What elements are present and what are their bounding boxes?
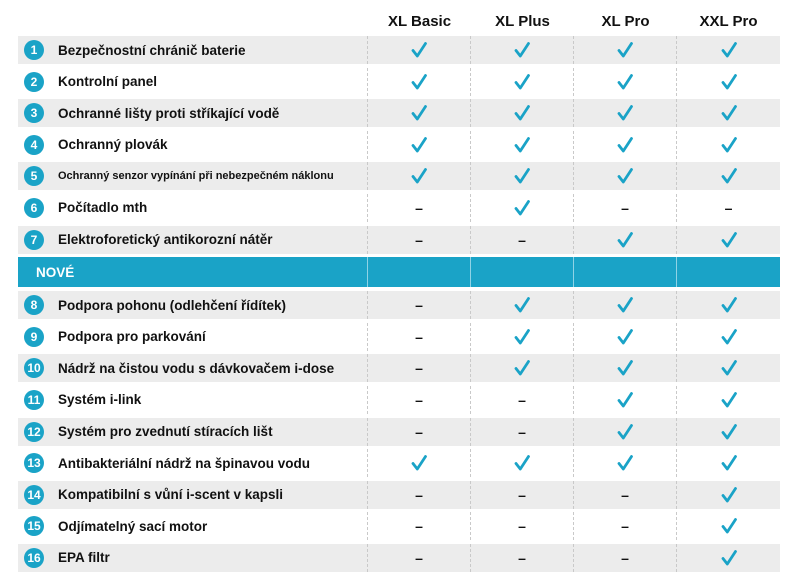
value-cell [471, 291, 574, 319]
not-available-dash: – [621, 199, 629, 216]
checkmark-icon [514, 297, 530, 313]
value-cell [574, 418, 677, 446]
value-cell [574, 354, 677, 382]
feature-label: Podpora pro parkování [58, 329, 206, 345]
value-cell [471, 194, 574, 222]
value-cell [677, 68, 780, 96]
checkmark-icon [617, 137, 633, 153]
checkmark-icon [514, 74, 530, 90]
value-cell [368, 99, 471, 127]
feature-label-cell [18, 162, 368, 190]
checkmark-icon [411, 455, 427, 471]
feature-label-cell [18, 386, 368, 414]
checkmark-icon [514, 105, 530, 121]
feature-label-cell [18, 418, 368, 446]
table-row [18, 481, 780, 509]
table-row [18, 131, 780, 159]
feature-label-cell [18, 68, 368, 96]
value-cell [368, 354, 471, 382]
value-cell [471, 481, 574, 509]
not-available-dash: – [415, 486, 423, 503]
checkmark-icon [411, 137, 427, 153]
checkmark-icon [617, 42, 633, 58]
value-cell [368, 323, 471, 351]
feature-label: Ochranné lišty proti stříkající vodě [58, 105, 280, 121]
value-cell [368, 131, 471, 159]
table-row [18, 323, 780, 351]
table-row [18, 162, 780, 190]
table-row [18, 99, 780, 127]
checkmark-icon [617, 168, 633, 184]
not-available-dash: – [415, 231, 423, 248]
value-cell [677, 131, 780, 159]
value-cell [574, 68, 677, 96]
checkmark-icon [514, 200, 530, 216]
checkmark-icon [514, 329, 530, 345]
section-cell [677, 257, 780, 287]
checkmark-icon [721, 168, 737, 184]
value-cell [677, 512, 780, 540]
value-cell [368, 291, 471, 319]
column-header: XL Basic [387, 12, 452, 30]
not-available-dash: – [415, 518, 423, 535]
value-cell [368, 449, 471, 477]
checkmark-icon [721, 137, 737, 153]
section-cell [368, 257, 471, 287]
checkmark-icon [411, 168, 427, 184]
checkmark-icon [617, 329, 633, 345]
checkmark-icon [617, 105, 633, 121]
feature-label: Ochranný plovák [58, 137, 168, 153]
value-cell [574, 449, 677, 477]
checkmark-icon [411, 42, 427, 58]
feature-label-cell [18, 323, 368, 351]
row-number-badge: 11 [24, 390, 44, 410]
checkmark-icon [721, 105, 737, 121]
value-cell [368, 481, 471, 509]
not-available-dash: – [415, 297, 423, 314]
checkmark-icon [721, 42, 737, 58]
row-number-badge: 6 [24, 198, 44, 218]
comparison-table [18, 6, 780, 576]
value-cell [574, 194, 677, 222]
not-available-dash: – [415, 199, 423, 216]
value-cell [677, 162, 780, 190]
row-number-badge: 13 [24, 453, 44, 473]
feature-label: Bezpečnostní chránič baterie [58, 42, 246, 58]
feature-label: Odjímatelný sací motor [58, 518, 208, 534]
not-available-dash: – [415, 549, 423, 566]
row-number-badge: 8 [24, 295, 44, 315]
feature-label: Systém pro zvednutí stíracích lišt [58, 424, 273, 440]
value-cell [677, 291, 780, 319]
feature-label-cell [18, 99, 368, 127]
value-cell [574, 131, 677, 159]
checkmark-icon [721, 424, 737, 440]
value-cell [677, 386, 780, 414]
feature-label-cell [18, 194, 368, 222]
feature-label: Nádrž na čistou vodu s dávkovačem i-dose [58, 360, 335, 376]
section-label-cell [18, 257, 368, 287]
checkmark-icon [617, 455, 633, 471]
value-cell [574, 323, 677, 351]
column-header: XL Pro [601, 12, 650, 30]
row-number-badge: 10 [24, 358, 44, 378]
checkmark-icon [617, 297, 633, 313]
checkmark-icon [721, 360, 737, 376]
value-cell [471, 162, 574, 190]
not-available-dash: – [415, 328, 423, 345]
not-available-dash: – [518, 423, 526, 440]
value-cell [677, 354, 780, 382]
row-number-badge: 1 [24, 40, 44, 60]
feature-rows-new [18, 291, 780, 572]
row-number-badge: 5 [24, 166, 44, 186]
feature-label: Kompatibilní s vůní i-scent v kapsli [58, 487, 284, 503]
table-row [18, 418, 780, 446]
checkmark-icon [617, 232, 633, 248]
feature-label: Kontrolní panel [58, 74, 157, 90]
checkmark-icon [514, 137, 530, 153]
feature-label: Ochranný senzor vypínání při nebezpečném náklonu [58, 170, 334, 183]
checkmark-icon [617, 392, 633, 408]
row-number-badge: 4 [24, 135, 44, 155]
value-cell [574, 544, 677, 572]
feature-label: Počítadlo mth [58, 200, 148, 216]
value-cell [574, 226, 677, 254]
value-cell [368, 194, 471, 222]
feature-label-cell [18, 354, 368, 382]
value-cell [368, 544, 471, 572]
table-row [18, 449, 780, 477]
feature-label-cell [18, 36, 368, 64]
not-available-dash: – [621, 518, 629, 535]
feature-label-cell [18, 226, 368, 254]
checkmark-icon [721, 455, 737, 471]
section-cell [471, 257, 574, 287]
table-row [18, 226, 780, 254]
value-cell [677, 36, 780, 64]
not-available-dash: – [518, 231, 526, 248]
checkmark-icon [721, 297, 737, 313]
feature-label-cell [18, 512, 368, 540]
checkmark-icon [721, 518, 737, 534]
row-number-badge: 7 [24, 230, 44, 250]
feature-label-cell [18, 131, 368, 159]
value-cell [471, 544, 574, 572]
value-cell [677, 544, 780, 572]
section-cell [574, 257, 677, 287]
value-cell [471, 386, 574, 414]
row-number-badge: 9 [24, 327, 44, 347]
value-cell [471, 512, 574, 540]
feature-label: Podpora pohonu (odlehčení řídítek) [58, 297, 286, 313]
value-cell [368, 36, 471, 64]
not-available-dash: – [518, 549, 526, 566]
value-cell [574, 512, 677, 540]
column-header: XL Plus [495, 12, 550, 30]
not-available-dash: – [621, 549, 629, 566]
not-available-dash: – [415, 391, 423, 408]
table-row [18, 194, 780, 222]
not-available-dash: – [415, 360, 423, 377]
value-cell [368, 512, 471, 540]
feature-label-cell [18, 449, 368, 477]
feature-label-cell [18, 291, 368, 319]
row-number-badge: 3 [24, 103, 44, 123]
value-cell [677, 323, 780, 351]
checkmark-icon [514, 455, 530, 471]
column-header: XXL Pro [699, 12, 758, 30]
row-number-badge: 12 [24, 422, 44, 442]
feature-label: Antibakteriální nádrž na špinavou vodu [58, 455, 311, 471]
not-available-dash: – [518, 486, 526, 503]
checkmark-icon [721, 392, 737, 408]
table-row [18, 36, 780, 64]
row-number-badge: 14 [24, 485, 44, 505]
value-cell [574, 99, 677, 127]
value-cell [368, 386, 471, 414]
value-cell [574, 36, 677, 64]
feature-label: Systém i-link [58, 392, 142, 408]
value-cell [677, 194, 780, 222]
table-row [18, 512, 780, 540]
value-cell [574, 162, 677, 190]
value-cell [471, 418, 574, 446]
checkmark-icon [514, 42, 530, 58]
not-available-dash: – [724, 199, 733, 216]
value-cell [368, 226, 471, 254]
feature-label: Elektroforetický antikorozní nátěr [58, 232, 273, 248]
checkmark-icon [721, 74, 737, 90]
value-cell [368, 418, 471, 446]
checkmark-icon [721, 550, 737, 566]
value-cell [677, 449, 780, 477]
value-cell [368, 68, 471, 96]
checkmark-icon [617, 424, 633, 440]
value-cell [574, 291, 677, 319]
checkmark-icon [721, 329, 737, 345]
row-number-badge: 16 [24, 548, 44, 568]
feature-label-cell [18, 544, 368, 572]
value-cell [574, 386, 677, 414]
checkmark-icon [721, 232, 737, 248]
value-cell [471, 354, 574, 382]
value-cell [677, 481, 780, 509]
checkmark-icon [411, 105, 427, 121]
value-cell [677, 418, 780, 446]
not-available-dash: – [415, 423, 423, 440]
value-cell [471, 131, 574, 159]
feature-label: EPA filtr [58, 550, 110, 566]
row-number-badge: 2 [24, 72, 44, 92]
feature-label-cell [18, 481, 368, 509]
value-cell [471, 99, 574, 127]
value-cell [471, 226, 574, 254]
checkmark-icon [514, 360, 530, 376]
value-cell [677, 99, 780, 127]
table-row [18, 291, 780, 319]
table-row [18, 544, 780, 572]
not-available-dash: – [621, 486, 629, 503]
table-row [18, 68, 780, 96]
not-available-dash: – [518, 518, 526, 535]
value-cell [471, 449, 574, 477]
feature-rows-standard [18, 36, 780, 254]
section-row-new [18, 257, 780, 287]
checkmark-icon [411, 74, 427, 90]
checkmark-icon [617, 360, 633, 376]
header-row [18, 6, 780, 36]
not-available-dash: – [518, 391, 526, 408]
value-cell [471, 68, 574, 96]
checkmark-icon [721, 487, 737, 503]
checkmark-icon [514, 168, 530, 184]
table-row [18, 354, 780, 382]
value-cell [368, 162, 471, 190]
table-row [18, 386, 780, 414]
value-cell [471, 36, 574, 64]
section-label: NOVÉ [36, 264, 75, 280]
value-cell [574, 481, 677, 509]
value-cell [677, 226, 780, 254]
value-cell [471, 323, 574, 351]
checkmark-icon [617, 74, 633, 90]
row-number-badge: 15 [24, 516, 44, 536]
